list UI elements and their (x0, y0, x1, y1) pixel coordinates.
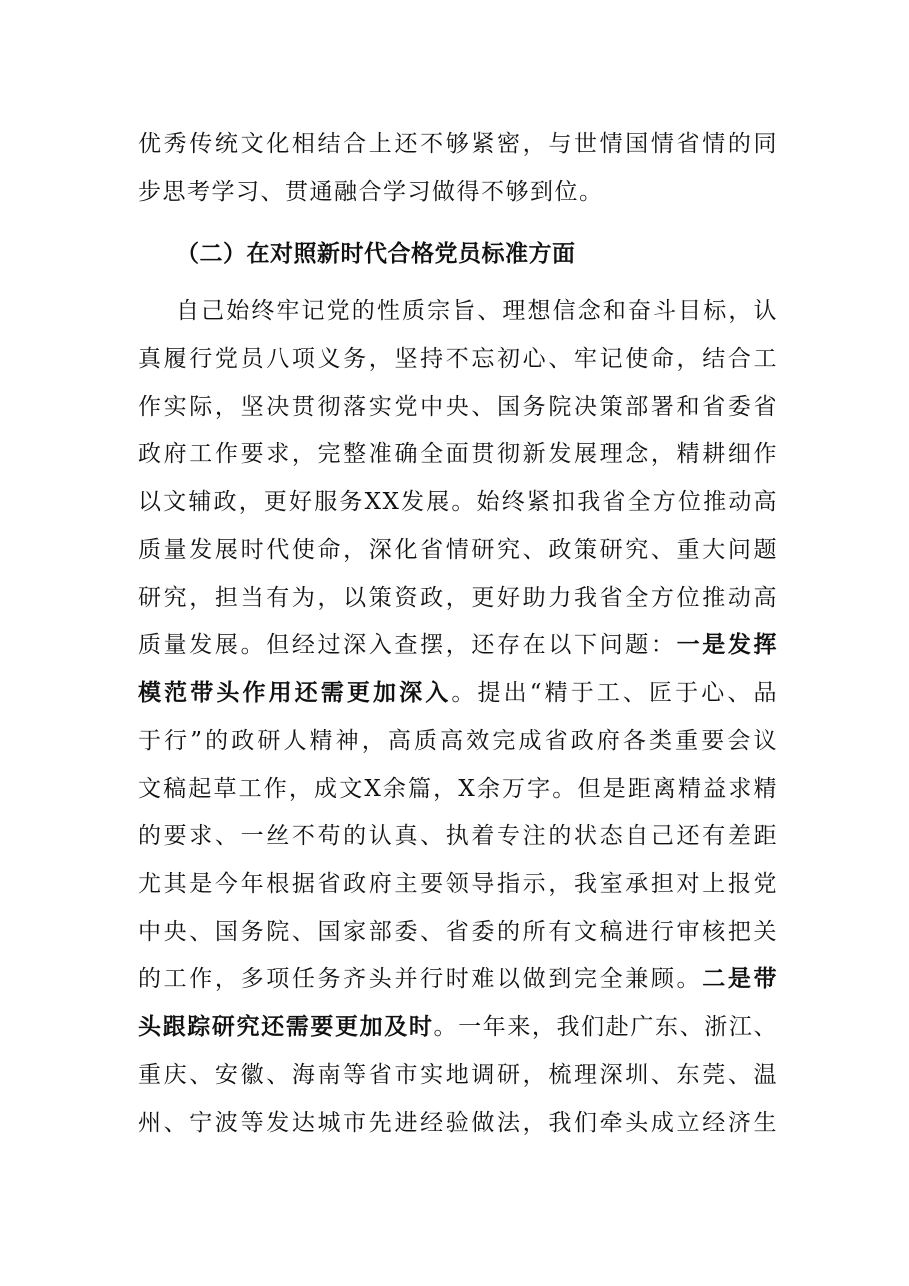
bold-point-label: 模范带头作用还需更加深入 (138, 680, 452, 706)
paragraph-text: 质量发展。但经过深入查摆，还存在以下问题： (138, 632, 677, 658)
paragraph-line: 于行”的政研人精神，高质高效完成省政府各类重要会议 (138, 728, 778, 754)
paragraph-line: 州、宁波等发达城市先进经验做法，我们牵头成立经济生 (138, 1110, 778, 1136)
paragraph-line (138, 1012, 778, 1042)
bold-point-label: 头跟踪研究还需要更加及时 (138, 1014, 434, 1040)
paragraph-line: 自己始终牢记党的性质宗旨、理想信念和奋斗目标，认 (176, 298, 778, 324)
paragraph-text: 。一年来，我们赴广东、浙江、 (433, 1014, 779, 1040)
bold-point-label: 一是发挥 (676, 632, 779, 658)
bold-point-label: 二是带 (702, 966, 779, 992)
paragraph-line: 重庆、安徽、海南等省市实地调研，梳理深圳、东莞、温 (138, 1062, 778, 1088)
paragraph-text: 。提出“精于工、匠于心、品 (451, 680, 779, 706)
body-text-line: 步思考学习、贯通融合学习做得不够到位。 (138, 179, 604, 205)
paragraph-line: 文稿起草工作，成文X余篇，X余万字。但是距离精益求精 (138, 776, 778, 802)
section-heading: （二）在对照新时代合格党员标准方面 (176, 241, 576, 267)
paragraph-line: 作实际，坚决贯彻落实党中央、国务院决策部署和省委省 (138, 394, 778, 420)
paragraph-line: 中央、国务院、国家部委、省委的所有文稿进行审核把关 (138, 919, 778, 945)
paragraph-line: 政府工作要求，完整准确全面贯彻新发展理念，精耕细作 (138, 441, 778, 467)
body-text-line: 优秀传统文化相结合上还不够紧密，与世情国情省情的同 (138, 131, 778, 157)
paragraph-line: 真履行党员八项义务，坚持不忘初心、牢记使命，结合工 (138, 346, 778, 372)
paragraph-line (138, 630, 778, 660)
paragraph-line: 研究，担当有为，以策资政，更好助力我省全方位推动高 (138, 585, 778, 611)
paragraph-line: 以文辅政，更好服务XX发展。始终紧扣我省全方位推动高 (138, 489, 778, 515)
paragraph-text: 的工作，多项任务齐头并行时难以做到完全兼顾。 (138, 966, 703, 992)
paragraph-line: 尤其是今年根据省政府主要领导指示，我室承担对上报党 (138, 871, 778, 897)
paragraph-line: 质量发展时代使命，深化省情研究、政策研究、重大问题 (138, 537, 778, 563)
paragraph-line: 的要求、一丝不苟的认真、执着专注的状态自己还有差距 (138, 823, 778, 849)
paragraph-line (138, 678, 778, 708)
paragraph-line (138, 964, 778, 994)
